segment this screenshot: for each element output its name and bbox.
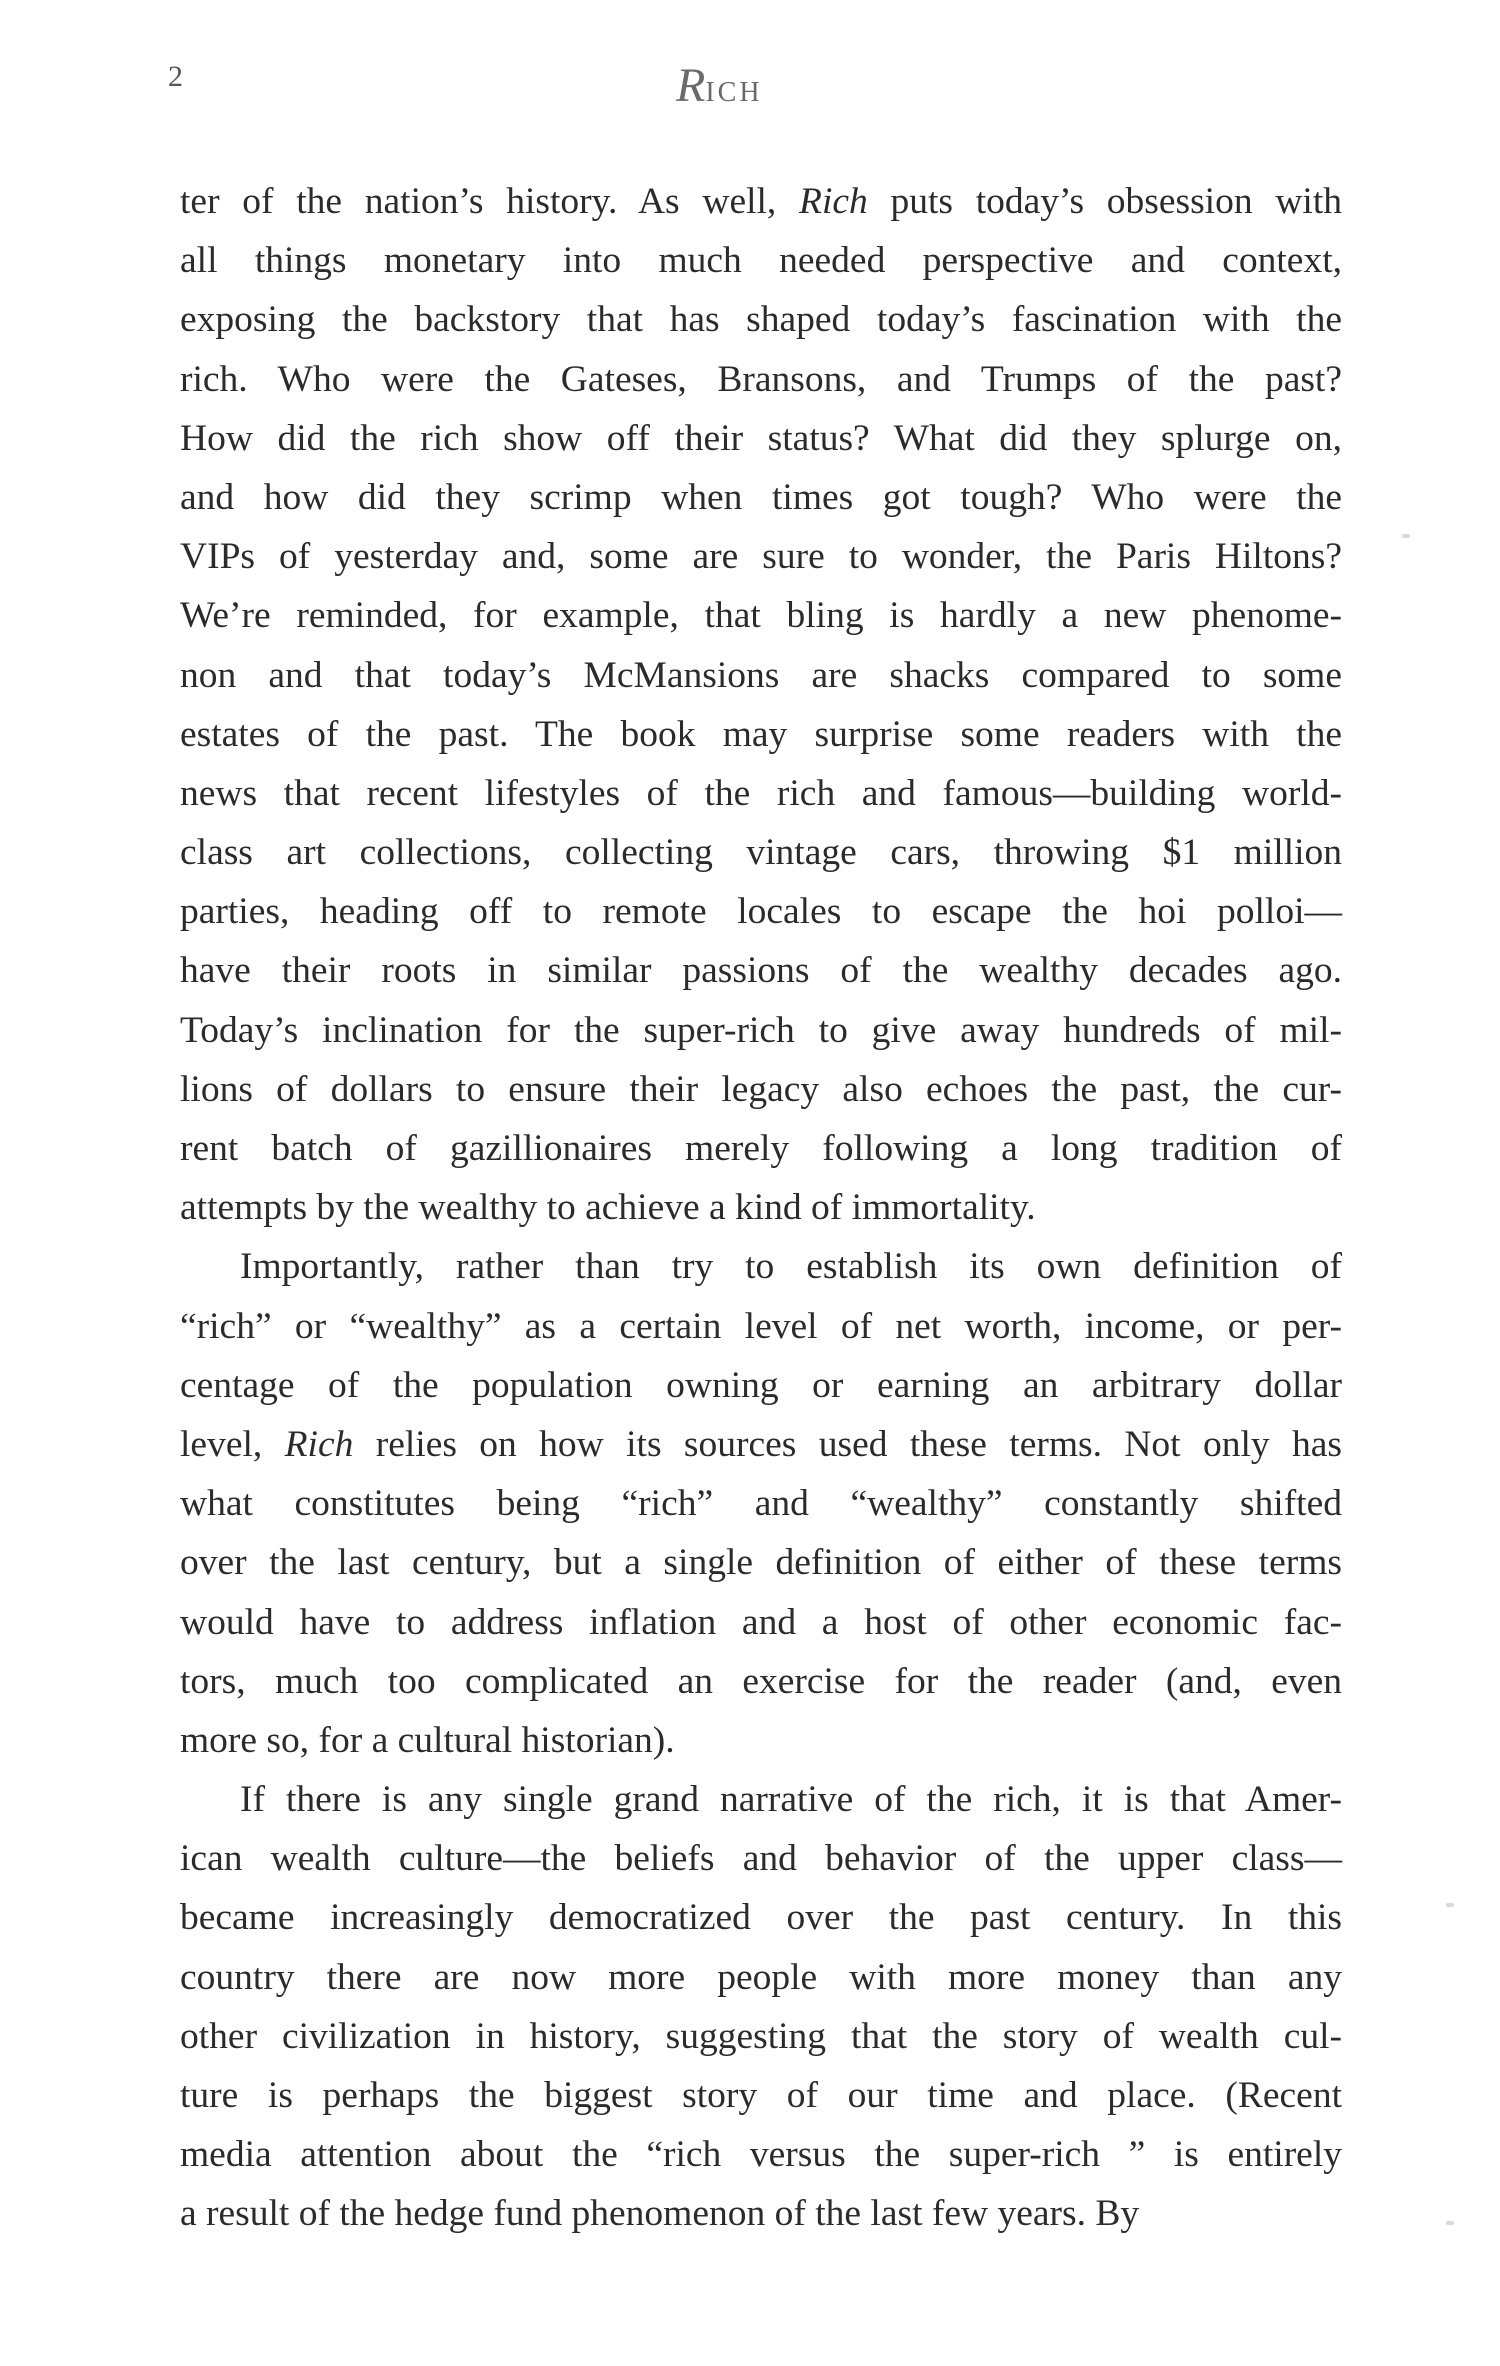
text-line: ture is perhaps the biggest story of our time and place. (Recent — [180, 2075, 1342, 2116]
text-line: media attention about the “rich versus the super-rich ” is entirely — [180, 2134, 1342, 2176]
text-line: “rich” or “wealthy” as a certain level of net worth, income, or per- — [180, 1305, 1342, 1347]
text-line: would have to address inflation and a host of other economic fac- — [180, 1601, 1342, 1643]
text-line: all things monetary into much needed perspective and context, — [180, 240, 1342, 282]
book-title: Rich — [284, 1423, 354, 1465]
scan-speck — [1446, 2221, 1454, 2225]
text-line: level, Rich relies on how its sources used these terms. Not only has — [180, 1423, 1342, 1465]
body-text — [180, 172, 1342, 2244]
text-line: tors, much too complicated an exercise for the reader (and, even — [180, 1660, 1342, 1702]
text-line: class art collections, collecting vintage cars, throwing $1 million — [180, 832, 1342, 874]
scan-speck — [1402, 534, 1410, 538]
text-line: Today’s inclination for the super-rich to give away hundreds of mil- — [180, 1009, 1342, 1051]
paragraph — [180, 1770, 1342, 2244]
running-head-rest: ICH — [705, 77, 763, 108]
text-line: what constitutes being “rich” and “wealthy” constantly shifted — [180, 1483, 1342, 1525]
text-line: have their roots in similar passions of the wealthy decades ago. — [180, 950, 1342, 992]
text-line: and how did they scrimp when times got tough? Who were the — [180, 476, 1342, 518]
book-title: Rich — [799, 181, 868, 222]
text-line: If there is any single grand narrative of the rich, it is that Amer- — [240, 1779, 1342, 1821]
paragraph — [180, 1237, 1342, 1770]
text-line: over the last century, but a single definition of either of these terms — [180, 1542, 1342, 1584]
text-line: more so, for a cultural historian). — [180, 1719, 675, 1761]
text-line: How did the rich show off their status? What did they splurge on, — [180, 417, 1342, 459]
text-line: centage of the population owning or earning an arbitrary dollar — [180, 1364, 1342, 1406]
text-line: news that recent lifestyles of the rich and famous—building world- — [180, 772, 1342, 814]
text-line: ter of the nation’s history. As well, Rich puts today’s obsession with — [180, 181, 1342, 222]
text-line: parties, heading off to remote locales to escape the hoi polloi— — [180, 891, 1342, 933]
text-line: estates of the past. The book may surprise some readers with the — [180, 713, 1342, 755]
text-line: became increasingly democratized over the past century. In this — [180, 1897, 1342, 1939]
text-line: country there are now more people with more money than any — [180, 1956, 1342, 1998]
text-line: rent batch of gazillionaires merely following a long tradition of — [180, 1128, 1342, 1169]
text-line: We’re reminded, for example, that bling is hardly a new phenome- — [180, 595, 1342, 637]
scan-speck — [1446, 1903, 1454, 1907]
page-number: 2 — [168, 60, 183, 93]
paragraph — [180, 172, 1342, 1237]
text-line: a result of the hedge fund phenomenon of the last few years. By — [180, 2193, 1140, 2235]
running-head-initial: R — [676, 59, 706, 112]
text-line: Importantly, rather than try to establish its own definition of — [240, 1246, 1342, 1288]
text-line: ican wealth culture—the beliefs and behavior of the upper class— — [180, 1838, 1342, 1880]
text-line: VIPs of yesterday and, some are sure to wonder, the Paris Hiltons? — [180, 536, 1342, 578]
text-line: lions of dollars to ensure their legacy also echoes the past, the cur- — [180, 1068, 1342, 1110]
running-head — [676, 58, 763, 113]
text-line: non and that today’s McMansions are shacks compared to some — [180, 654, 1342, 696]
text-line: attempts by the wealthy to achieve a kind of immortality. — [180, 1187, 1036, 1229]
text-line: other civilization in history, suggesting that the story of wealth cul- — [180, 2015, 1342, 2057]
text-line: rich. Who were the Gateses, Bransons, and Trumps of the past? — [180, 358, 1342, 400]
text-line: exposing the backstory that has shaped today’s fascination with the — [180, 299, 1342, 341]
